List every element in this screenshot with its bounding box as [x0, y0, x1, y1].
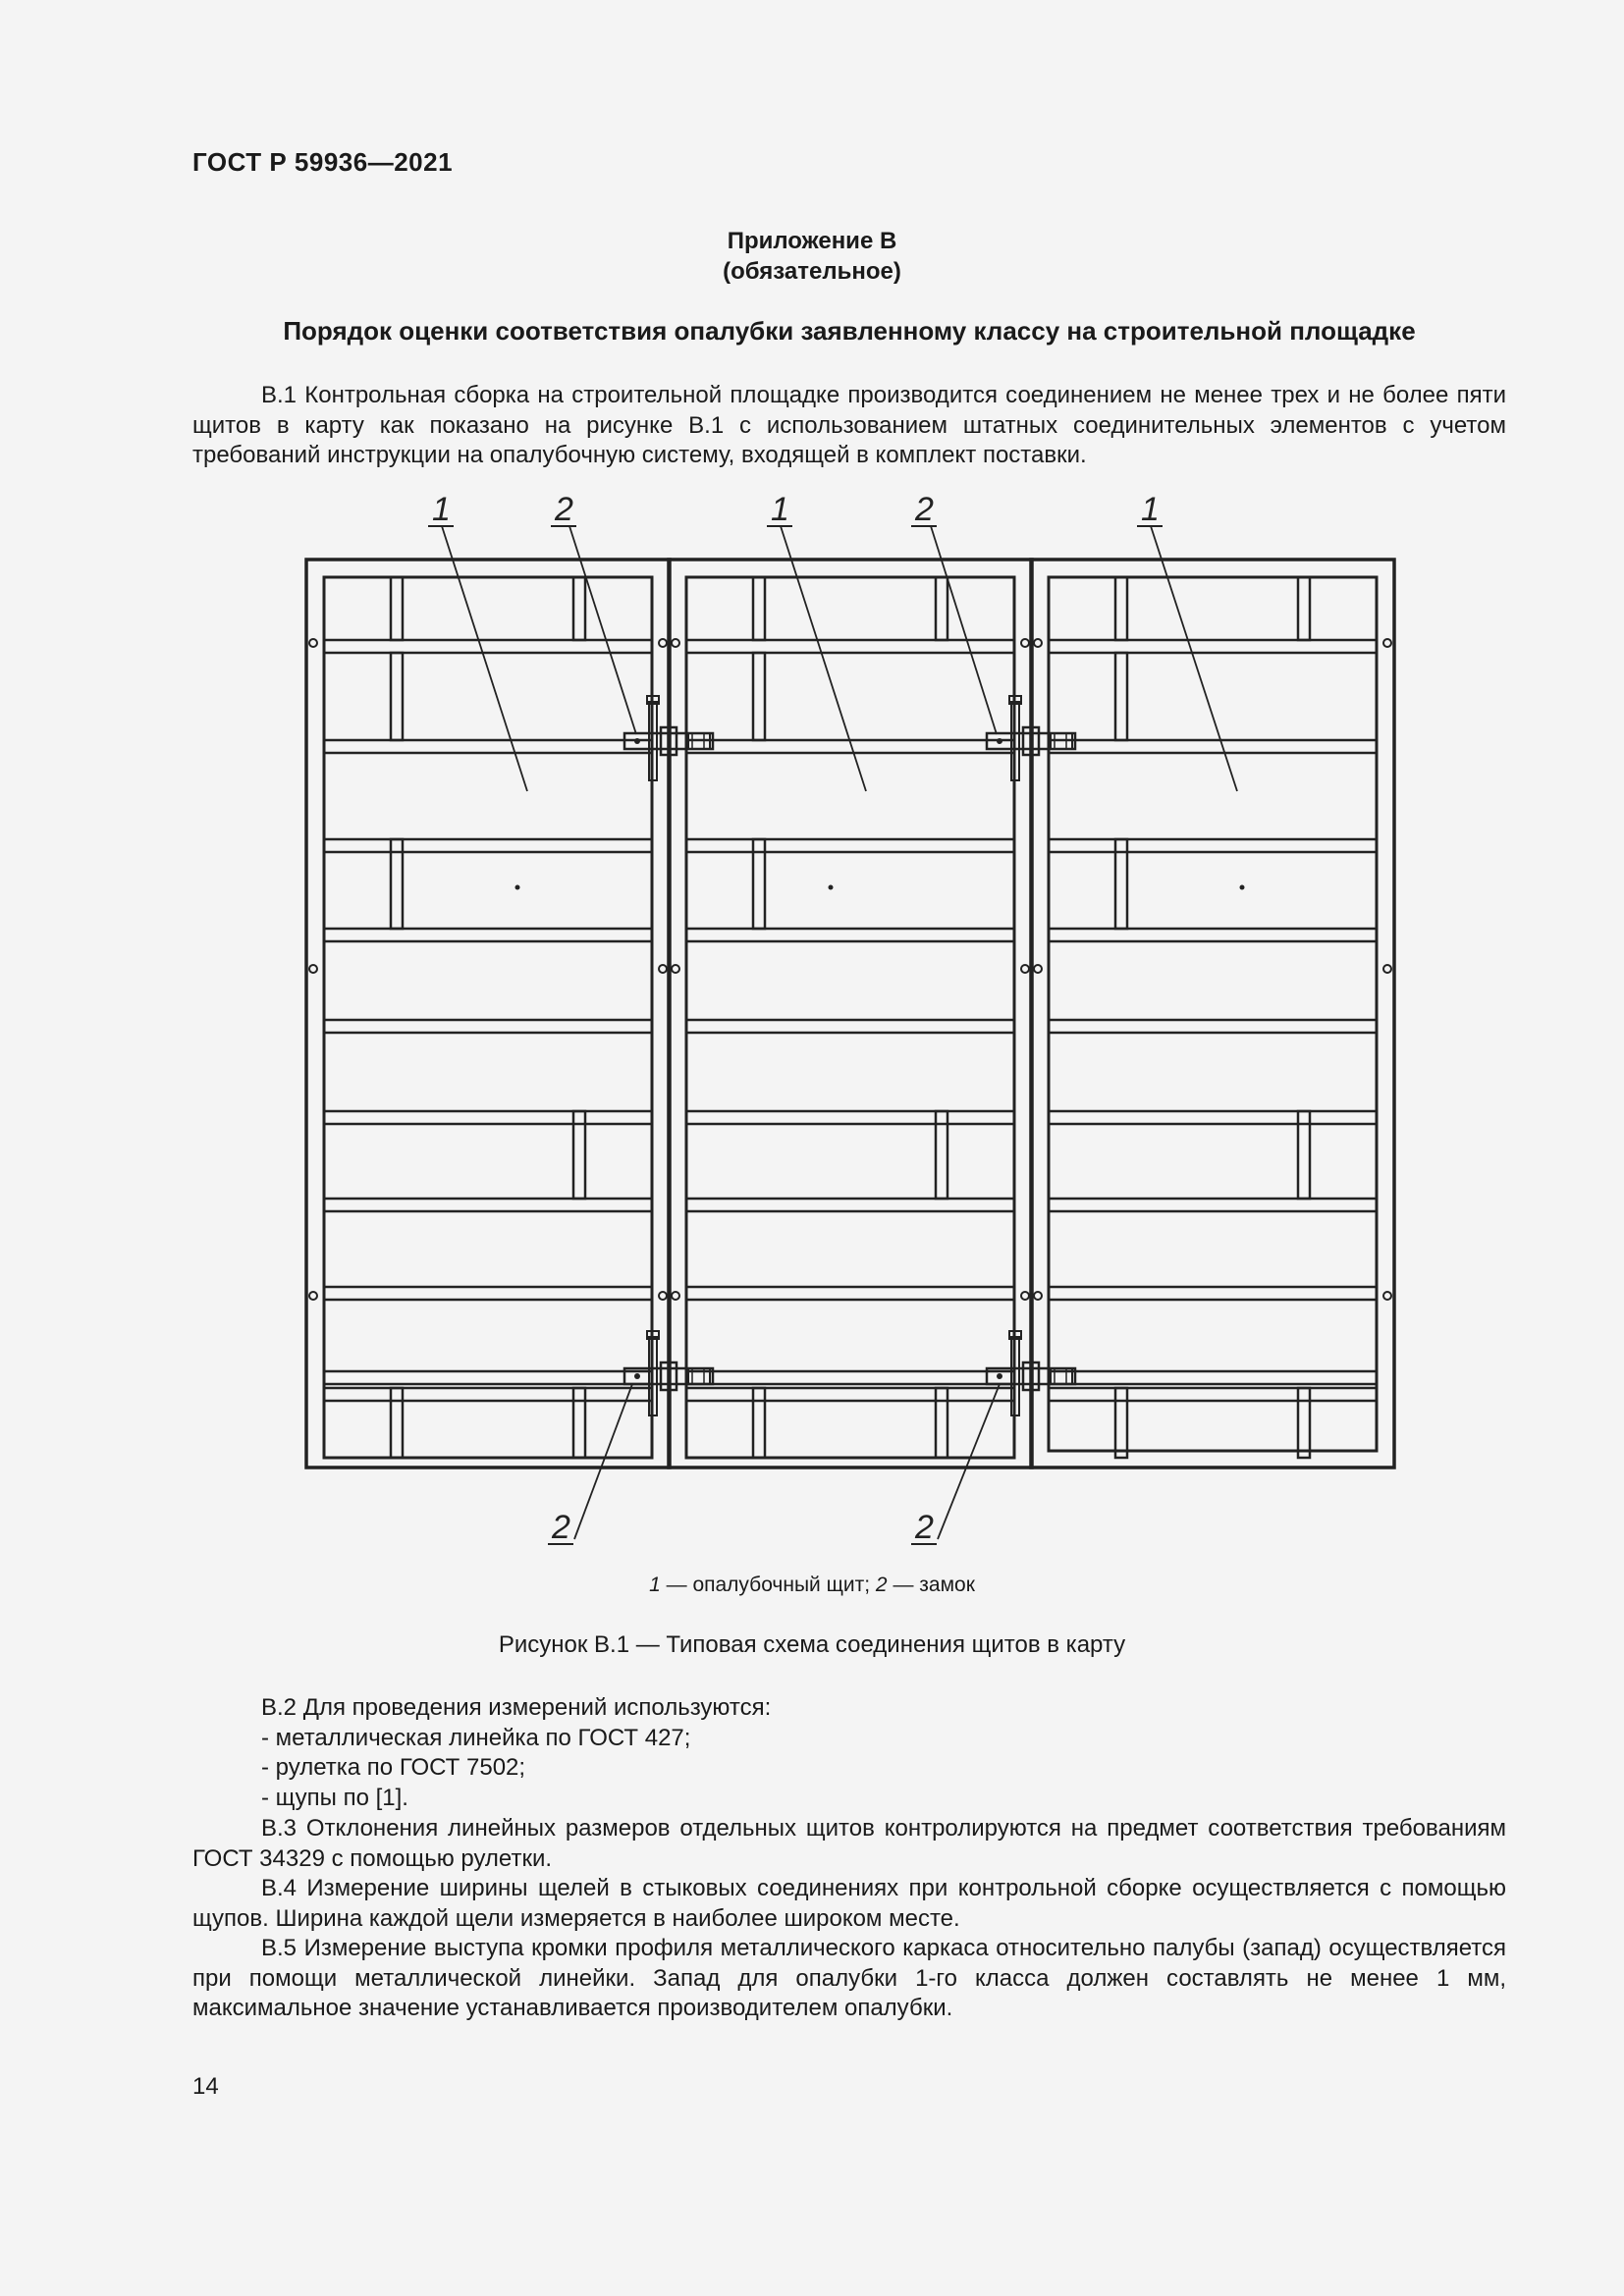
figure-caption: Рисунок В.1 — Типовая схема соединения щитов в карту — [498, 1631, 1126, 1658]
panel-hole — [1034, 1292, 1042, 1300]
callout-number: 2 — [915, 1509, 934, 1546]
panel-stiffener — [391, 1388, 403, 1458]
panel-rib — [324, 1371, 652, 1384]
panel-center-mark — [515, 885, 520, 890]
panel-hole — [659, 1292, 667, 1300]
list-item: - щупы по [1]. — [261, 1785, 408, 1811]
callout-leader — [931, 526, 997, 734]
list-item: - рулетка по ГОСТ 7502; — [261, 1754, 526, 1781]
annex-status: (обязательное) — [723, 258, 901, 285]
panel-stiffener — [936, 1388, 947, 1458]
panel-hole — [659, 639, 667, 647]
panel-stiffener — [753, 1388, 765, 1458]
panel-stiffener — [753, 577, 765, 640]
panel-outer-frame — [306, 560, 670, 1468]
panel-stiffener — [753, 653, 765, 740]
callout-number: 1 — [1141, 491, 1160, 528]
panel-hole — [309, 639, 317, 647]
panel-inner-frame — [1049, 577, 1377, 1451]
panel-rib — [686, 1020, 1014, 1033]
panel-hole — [672, 1292, 679, 1300]
panel-rib — [686, 1199, 1014, 1211]
panel-stiffener — [573, 1388, 585, 1458]
paragraph-b5: В.5 Измерение выступа кромки профиля металлического каркаса относительно палубы (запад) осуществляется при помощи металлической линейки. Запад для опалубки 1-го класса должен составлять не менее 1 мм, максимальное значение устанавливается производителем опалубки. — [192, 1935, 1506, 2021]
panel-rib — [1049, 740, 1377, 753]
panel-rib — [324, 1111, 652, 1124]
document-header: ГОСТ Р 59936—2021 — [192, 147, 454, 177]
panel-hole — [1383, 639, 1391, 647]
panel-rib — [1049, 839, 1377, 852]
legend-text-2: — замок — [887, 1574, 975, 1596]
list-item: - металлическая линейка по ГОСТ 427; — [261, 1725, 691, 1751]
legend-text-1: — опалубочный щит; — [660, 1574, 876, 1596]
panel-rib — [686, 1287, 1014, 1300]
panel-rib — [324, 1199, 652, 1211]
figure-legend — [0, 1574, 1624, 1597]
panel-rib — [1049, 1388, 1377, 1401]
callout-number: 2 — [552, 1509, 570, 1546]
panel-hole — [309, 965, 317, 973]
annex-title: Приложение В — [727, 228, 897, 254]
callout-number: 2 — [555, 491, 573, 528]
paragraph-b3: В.3 Отклонения линейных размеров отдельных щитов контролируются на предмет соответствия требованиям ГОСТ 34329 с помощью рулетки. — [192, 1815, 1506, 1872]
panel-stiffener — [573, 577, 585, 640]
panel-hole — [1034, 639, 1042, 647]
panel-stiffener — [1298, 1388, 1310, 1458]
panel-rib — [324, 1020, 652, 1033]
callout-leader — [442, 526, 527, 791]
panel-rib — [1049, 640, 1377, 653]
panel-outer-frame — [1031, 560, 1394, 1468]
lock-bolt — [634, 1373, 640, 1379]
panel-hole — [1383, 1292, 1391, 1300]
panel-rib — [686, 1371, 1014, 1384]
panel-rib — [1049, 1111, 1377, 1124]
panel-rib — [324, 640, 652, 653]
lock-bolt — [997, 738, 1002, 744]
panel-hole — [672, 965, 679, 973]
page-number: 14 — [192, 2073, 219, 2100]
panel-stiffener — [1115, 577, 1127, 640]
callout-leader — [574, 1384, 632, 1539]
legend-num-2: 2 — [875, 1574, 888, 1596]
lock-bolt — [634, 738, 640, 744]
panel-stiffener — [1115, 1388, 1127, 1458]
panel-hole — [1034, 965, 1042, 973]
callout-number: 2 — [915, 491, 934, 528]
panel-rib — [324, 1287, 652, 1300]
legend-num-1: 1 — [649, 1574, 661, 1596]
panel-hole — [672, 639, 679, 647]
callout-leader — [1151, 526, 1237, 791]
panel-center-mark — [829, 885, 834, 890]
panel-outer-frame — [669, 560, 1032, 1468]
panel-rib — [686, 1388, 1014, 1401]
lock-bolt — [997, 1373, 1002, 1379]
paragraph-b2-intro: В.2 Для проведения измерений используются: — [261, 1694, 772, 1721]
panel-inner-frame — [686, 577, 1014, 1458]
paragraph-b1: В.1 Контрольная сборка на строительной площадке производится соединением не менее трех и не более пяти щитов в карту как показано на рисунке В.1 с использованием штатных соединительных элементов с учетом требований инструкции на опалубочную систему, входящей в комплект поставки. — [192, 382, 1506, 468]
panel-hole — [1383, 965, 1391, 973]
annex-heading — [0, 226, 1624, 287]
panel-rib — [686, 929, 1014, 941]
panel-rib — [686, 640, 1014, 653]
callout-number: 1 — [432, 491, 451, 528]
panel-rib — [1049, 1020, 1377, 1033]
panel-rib — [686, 1111, 1014, 1124]
panel-hole — [1021, 1292, 1029, 1300]
formwork-diagram — [295, 491, 1414, 1561]
panel-rib — [324, 839, 652, 852]
panel-rib — [1049, 1371, 1377, 1384]
panel-rib — [1049, 1199, 1377, 1211]
panel-hole — [1021, 965, 1029, 973]
panel-stiffener — [391, 653, 403, 740]
panel-stiffener — [1298, 577, 1310, 640]
panel-rib — [324, 740, 652, 753]
panel-center-mark — [1240, 885, 1245, 890]
panel-stiffener — [1115, 653, 1127, 740]
panel-inner-frame — [324, 577, 652, 1458]
panel-hole — [659, 965, 667, 973]
panel-rib — [686, 839, 1014, 852]
paragraph-b4: В.4 Измерение ширины щелей в стыковых соединениях при контрольной сборке осуществляется с помощью щупов. Ширина каждой щели измеряется в наиболее широком месте. — [192, 1875, 1506, 1932]
section-title: Порядок оценки соответствия опалубки заявленному классу на строительной площадке — [283, 316, 1416, 346]
panel-rib — [324, 1388, 652, 1401]
callout-leader — [569, 526, 636, 734]
panel-hole — [1021, 639, 1029, 647]
panel-rib — [324, 929, 652, 941]
callout-number: 1 — [771, 491, 789, 528]
panel-rib — [1049, 1287, 1377, 1300]
panel-rib — [1049, 929, 1377, 941]
callout-leader — [781, 526, 866, 791]
panel-stiffener — [936, 577, 947, 640]
panel-stiffener — [391, 577, 403, 640]
panel-hole — [309, 1292, 317, 1300]
